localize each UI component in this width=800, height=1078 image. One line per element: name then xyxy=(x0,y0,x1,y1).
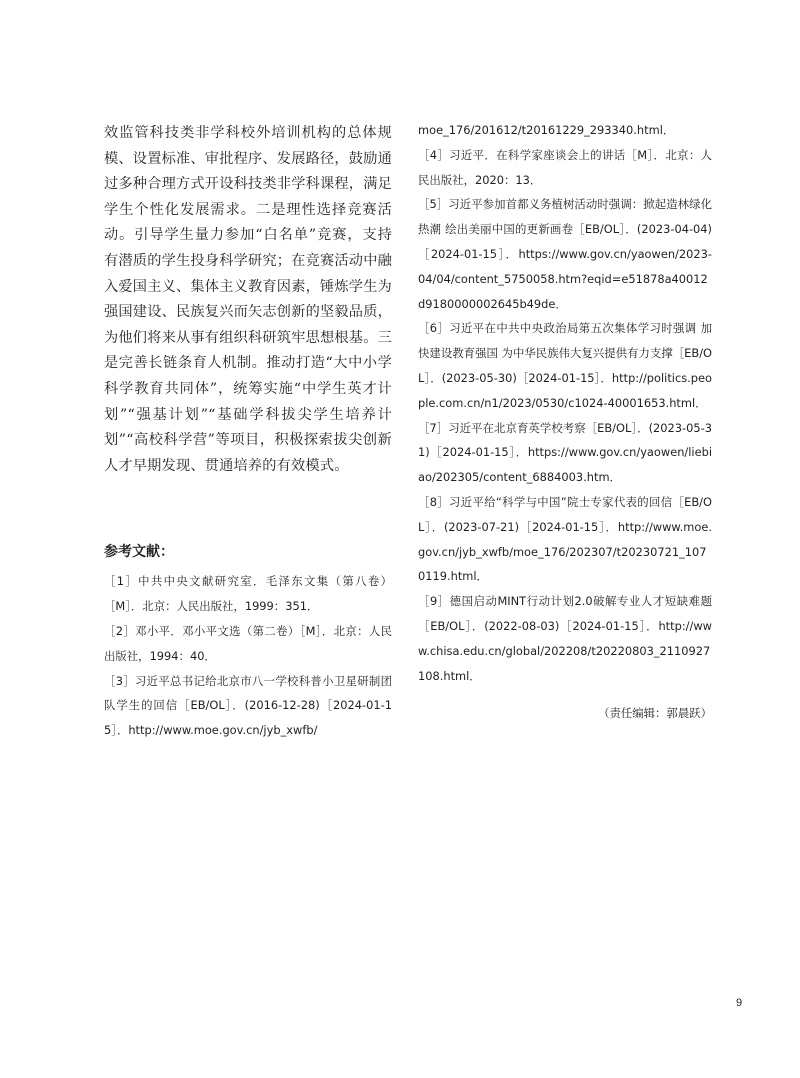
reference-list-left xyxy=(104,569,392,743)
reference-item-1: ［1］中共中央文献研究室．毛泽东文集（第八卷）［M］．北京：人民出版社，1999：351． xyxy=(104,574,392,614)
reference-item-9: ［9］德国启动MINT行动计划2.0破解专业人才短缺难题［EB/OL］．(2022-08-03)［2024-01-15］．http://www.chisa.edu.cn/global/202208/t20220803_2110927108.html． xyxy=(418,594,712,683)
reference-item-3-continued: moe_176/201612/t20161229_293340.html． xyxy=(418,123,675,137)
body-paragraph: 效监管科技类非学科校外培训机构的总体规模、设置标准、审批程序、发展路径，鼓励通过多种合理方式开设科技类非学科课程，满足学生个性化发展需求。二是理性选择竞赛活动。引导学生量力参加“白名单”竞赛，支持有潜质的学生投身科学研究；在竞赛活动中融入爱国主义、集体主义教育因素，锤炼学生为强国建设、民族复兴而矢志创新的坚毅品质，为他们将来从事有组织科研筑牢思想根基。三是完善长链条育人机制。推动打造“大中小学科学教育共同体”，统筹实施“中学生英才计划”“强基计划”“基础学科拔尖学生培养计划”“高校科学营”等项目，积极探索拔尖创新人才早期发现、贯通培养的有效模式。 xyxy=(104,125,392,474)
editor-note: （责任编辑：郭晨跃） xyxy=(598,706,712,721)
references-heading: 参考文献： xyxy=(104,544,174,561)
page-number: 9 xyxy=(736,997,743,1009)
reference-item-2: ［2］邓小平．邓小平文选（第二卷）［M］．北京：人民出版社，1994：40． xyxy=(104,623,392,663)
reference-item-4: ［4］习近平．在科学家座谈会上的讲话［M］．北京：人民出版社，2020：13． xyxy=(418,147,712,187)
reference-item-5: ［5］习近平参加首都义务植树活动时强调：掀起造林绿化热潮 绘出美丽中国的更新画卷［EB/OL］．(2023-04-04)［2024-01-15］．https://www.gov.cn/yaowen/2023-04/04/content_5750058.htm?eqid=e51878a40012d9180000002645b49de． xyxy=(418,197,712,311)
reference-list-right xyxy=(418,118,712,688)
reference-item-7: ［7］习近平在北京育英学校考察［EB/OL］．(2023-05-31)［2024-01-15］．https://www.gov.cn/yaowen/liebiao/202305/content_6884003.htm． xyxy=(418,420,712,485)
reference-item-3: ［3］习近平总书记给北京市八一学校科普小卫星研制团队学生的回信［EB/OL］．(2016-12-28)［2024-01-15］．http://www.moe.gov.cn/jyb_xwfb/ xyxy=(104,673,392,738)
reference-item-8: ［8］习近平给“科学与中国”院士专家代表的回信［EB/OL］．(2023-07-21)［2024-01-15］．http://www.moe.gov.cn/jyb_xwfb/moe_176/202307/t20230721_1070119.html． xyxy=(418,494,712,584)
reference-item-6: ［6］习近平在中共中央政治局第五次集体学习时强调 加快建设教育强国 为中华民族伟大复兴提供有力支撑［EB/OL］．(2023-05-30)［2024-01-15］．http://politics.people.com.cn/n1/2023/0530/c1024-40001653.html． xyxy=(418,321,712,410)
right-column xyxy=(418,118,712,724)
left-column xyxy=(104,118,392,743)
